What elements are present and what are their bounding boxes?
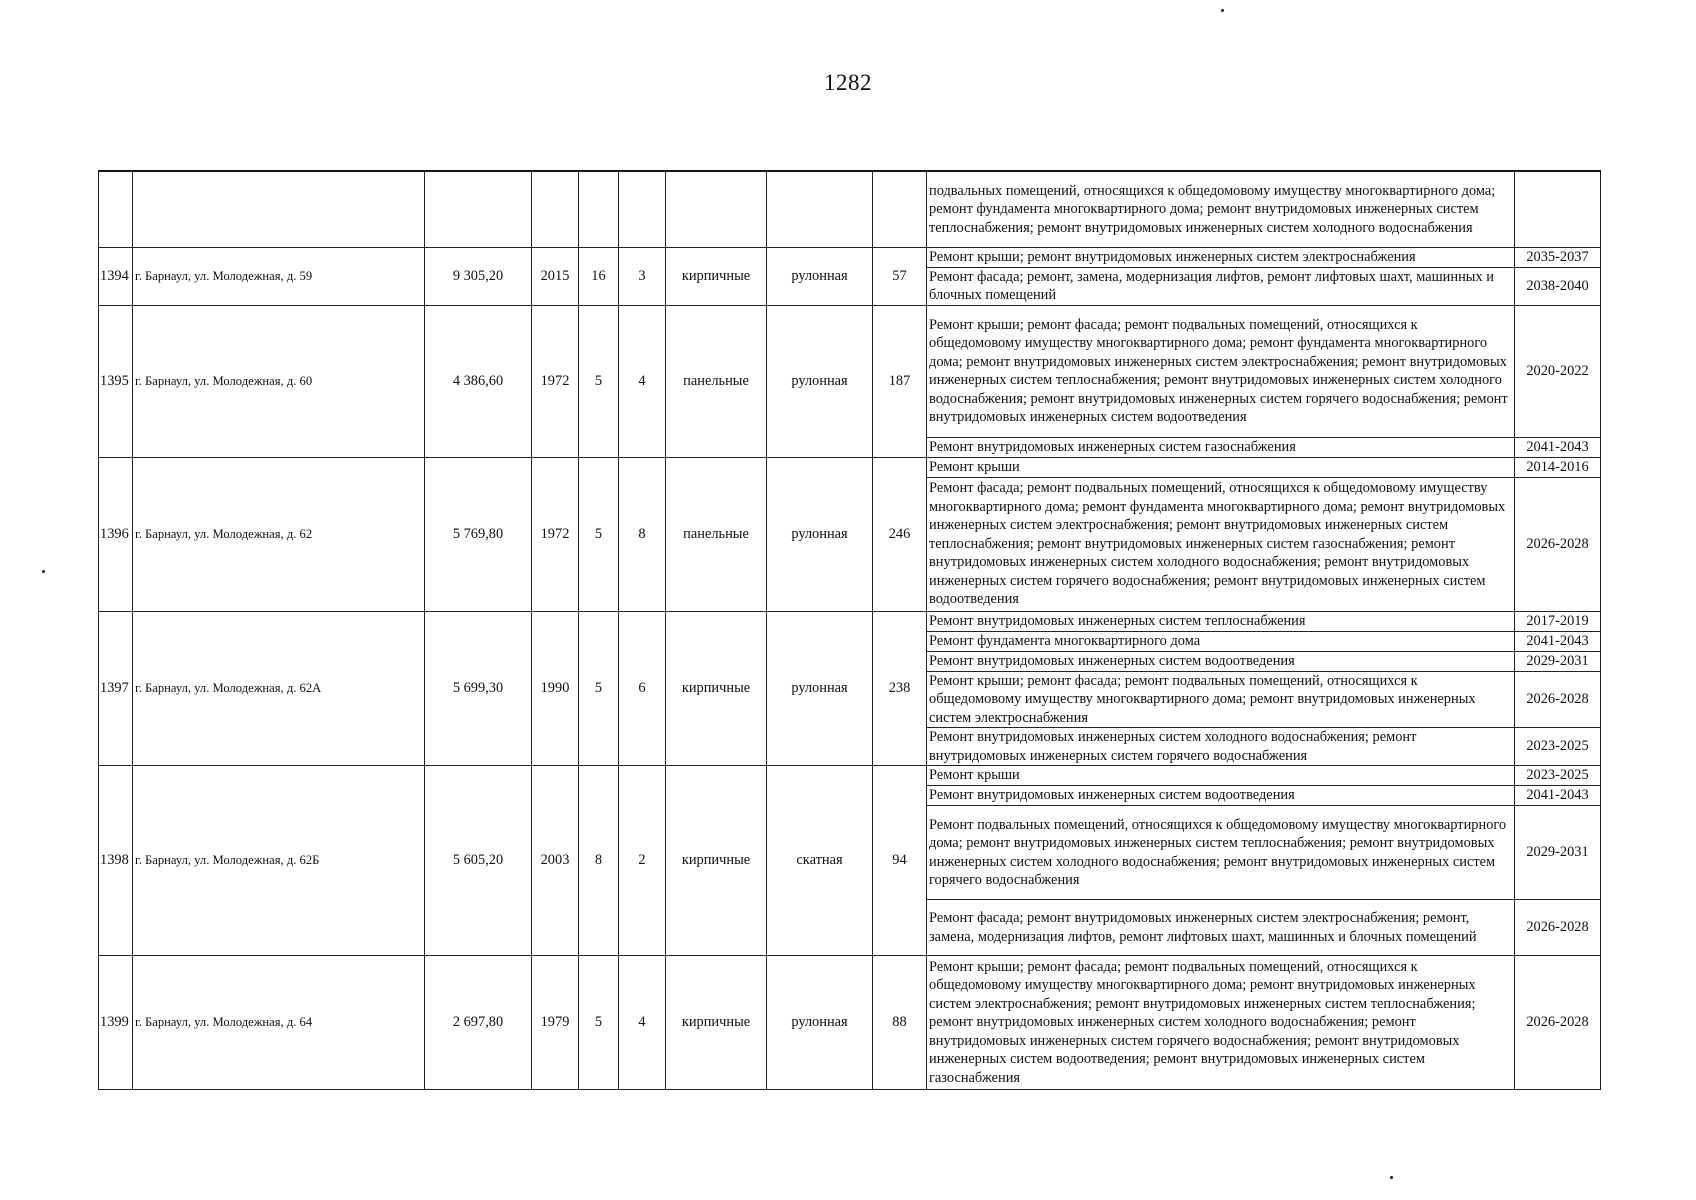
table-row	[99, 305, 1601, 437]
area-cell: 2 697,80	[425, 956, 532, 1090]
empty-cell	[532, 171, 579, 247]
period-cell: 2017-2019	[1515, 611, 1601, 631]
wall-material-cell: кирпичные	[666, 766, 767, 956]
entrances-cell: 3	[619, 247, 666, 305]
scan-speck	[1390, 1176, 1393, 1179]
year-cell: 1972	[532, 305, 579, 457]
floors-cell: 5	[579, 457, 619, 611]
work-cell: Ремонт крыши; ремонт фасада; ремонт подвальных помещений, относящихся к общедомовому имуществу многоквартирного дома; ремонт фундамента многоквартирного дома; ремонт внутридомовых инженерных систем электроснабжения; ремонт внутридомовых инженерных систем теплоснабжения; ремонт внутридомовых инженерных систем холодного водоснабжения; ремонт внутридомовых инженерных систем горячего водоснабжения; ремонт внутридомовых инженерных систем водоотведения	[927, 305, 1515, 437]
work-cell: Ремонт фасада; ремонт внутридомовых инженерных систем электроснабжения; ремонт, замена, модернизация лифтов, ремонт лифтовых шахт, машинных и блочных помещений	[927, 900, 1515, 956]
entrances-cell: 6	[619, 611, 666, 766]
wall-material-cell: кирпичные	[666, 956, 767, 1090]
scan-speck	[1221, 9, 1224, 12]
empty-cell	[666, 171, 767, 247]
period-cell: 2026-2028	[1515, 956, 1601, 1090]
area-cell: 5 699,30	[425, 611, 532, 766]
address-cell: г. Барнаул, ул. Молодежная, д. 62А	[133, 611, 425, 766]
roof-type-cell: рулонная	[767, 611, 873, 766]
address-cell: г. Барнаул, ул. Молодежная, д. 62Б	[133, 766, 425, 956]
period-cell: 2029-2031	[1515, 806, 1601, 900]
floors-cell: 5	[579, 611, 619, 766]
year-cell: 1990	[532, 611, 579, 766]
row-number-cell: 1394	[99, 247, 133, 305]
work-cell: Ремонт крыши	[927, 457, 1515, 477]
empty-cell	[873, 171, 927, 247]
page-number: 1282	[824, 70, 872, 95]
wall-material-cell: панельные	[666, 305, 767, 457]
period-cell	[1515, 171, 1601, 247]
residents-cell: 187	[873, 305, 927, 457]
area-cell: 4 386,60	[425, 305, 532, 457]
work-cell: Ремонт крыши; ремонт внутридомовых инженерных систем электроснабжения	[927, 247, 1515, 267]
wall-material-cell: кирпичные	[666, 611, 767, 766]
entrances-cell: 4	[619, 305, 666, 457]
residents-cell: 88	[873, 956, 927, 1090]
floors-cell: 16	[579, 247, 619, 305]
area-cell: 5 769,80	[425, 457, 532, 611]
year-cell: 1979	[532, 956, 579, 1090]
roof-type-cell: рулонная	[767, 247, 873, 305]
table-row	[99, 956, 1601, 1090]
address-cell: г. Барнаул, ул. Молодежная, д. 62	[133, 457, 425, 611]
roof-type-cell: скатная	[767, 766, 873, 956]
period-cell: 2026-2028	[1515, 900, 1601, 956]
work-cell: Ремонт фасада; ремонт, замена, модернизация лифтов, ремонт лифтовых шахт, машинных и блочных помещений	[927, 267, 1515, 305]
work-cell: Ремонт внутридомовых инженерных систем водоотведения	[927, 651, 1515, 671]
row-number-cell: 1397	[99, 611, 133, 766]
year-cell: 1972	[532, 457, 579, 611]
empty-cell	[425, 171, 532, 247]
roof-type-cell: рулонная	[767, 956, 873, 1090]
floors-cell: 8	[579, 766, 619, 956]
work-cell: Ремонт крыши	[927, 766, 1515, 786]
address-cell: г. Барнаул, ул. Молодежная, д. 60	[133, 305, 425, 457]
work-cell: Ремонт внутридомовых инженерных систем водоотведения	[927, 786, 1515, 806]
work-cell: подвальных помещений, относящихся к общедомовому имуществу многоквартирного дома; ремонт фундамента многоквартирного дома; ремонт внутридомовых инженерных систем теплоснабжения; ремонт внутридомовых инженерных систем холодного водоснабжения	[927, 171, 1515, 247]
register-body	[99, 171, 1601, 1090]
period-cell: 2023-2025	[1515, 766, 1601, 786]
table-row	[99, 766, 1601, 786]
empty-cell	[619, 171, 666, 247]
period-cell: 2023-2025	[1515, 728, 1601, 766]
floors-cell: 5	[579, 305, 619, 457]
row-number-cell: 1395	[99, 305, 133, 457]
area-cell: 5 605,20	[425, 766, 532, 956]
floors-cell: 5	[579, 956, 619, 1090]
period-cell: 2029-2031	[1515, 651, 1601, 671]
period-cell: 2038-2040	[1515, 267, 1601, 305]
work-cell: Ремонт внутридомовых инженерных систем газоснабжения	[927, 437, 1515, 457]
year-cell: 2003	[532, 766, 579, 956]
work-cell: Ремонт внутридомовых инженерных систем теплоснабжения	[927, 611, 1515, 631]
empty-cell	[99, 171, 133, 247]
period-cell: 2041-2043	[1515, 631, 1601, 651]
address-cell: г. Барнаул, ул. Молодежная, д. 64	[133, 956, 425, 1090]
work-cell: Ремонт фасада; ремонт подвальных помещений, относящихся к общедомовому имуществу многоквартирного дома; ремонт фундамента многоквартирного дома; ремонт внутридомовых инженерных систем электроснабжения; ремонт внутридомовых инженерных систем теплоснабжения; ремонт внутридомовых инженерных систем газоснабжения; ремонт внутридомовых инженерных систем холодного водоснабжения; ремонт внутридомовых инженерных систем горячего водоснабжения; ремонт внутридомовых инженерных систем водоотведения	[927, 477, 1515, 611]
period-cell: 2020-2022	[1515, 305, 1601, 437]
address-cell: г. Барнаул, ул. Молодежная, д. 59	[133, 247, 425, 305]
period-cell: 2014-2016	[1515, 457, 1601, 477]
year-cell: 2015	[532, 247, 579, 305]
row-number-cell: 1398	[99, 766, 133, 956]
entrances-cell: 4	[619, 956, 666, 1090]
roof-type-cell: рулонная	[767, 457, 873, 611]
table-row	[99, 457, 1601, 477]
scan-speck	[42, 570, 45, 573]
period-cell: 2041-2043	[1515, 786, 1601, 806]
table-row	[99, 247, 1601, 267]
empty-cell	[579, 171, 619, 247]
work-cell: Ремонт крыши; ремонт фасада; ремонт подвальных помещений, относящихся к общедомовому имуществу многоквартирного дома; ремонт внутридомовых инженерных систем электроснабжения; ремонт внутридомовых инженерных систем теплоснабжения; ремонт внутридомовых инженерных систем холодного водоснабжения; ремонт внутридомовых инженерных систем горячего водоснабжения; ремонт внутридомовых инженерных систем водоотведения; ремонт внутридомовых инженерных систем газоснабжения	[927, 956, 1515, 1090]
residents-cell: 238	[873, 611, 927, 766]
area-cell: 9 305,20	[425, 247, 532, 305]
work-cell: Ремонт фундамента многоквартирного дома	[927, 631, 1515, 651]
period-cell: 2041-2043	[1515, 437, 1601, 457]
wall-material-cell: кирпичные	[666, 247, 767, 305]
wall-material-cell: панельные	[666, 457, 767, 611]
roof-type-cell: рулонная	[767, 305, 873, 457]
row-number-cell: 1399	[99, 956, 133, 1090]
repair-register-table	[98, 170, 1601, 1090]
work-cell: Ремонт крыши; ремонт фасада; ремонт подвальных помещений, относящихся к общедомовому имуществу многоквартирного дома; ремонт внутридомовых инженерных систем электроснабжения	[927, 671, 1515, 728]
residents-cell: 94	[873, 766, 927, 956]
period-cell: 2026-2028	[1515, 671, 1601, 728]
entrances-cell: 8	[619, 457, 666, 611]
work-cell: Ремонт подвальных помещений, относящихся к общедомовому имуществу многоквартирного дома; ремонт внутридомовых инженерных систем теплоснабжения; ремонт внутридомовых инженерных систем холодного водоснабжения; ремонт внутридомовых инженерных систем горячего водоснабжения	[927, 806, 1515, 900]
period-cell: 2026-2028	[1515, 477, 1601, 611]
empty-cell	[767, 171, 873, 247]
period-cell: 2035-2037	[1515, 247, 1601, 267]
work-cell: Ремонт внутридомовых инженерных систем холодного водоснабжения; ремонт внутридомовых инженерных систем горячего водоснабжения	[927, 728, 1515, 766]
residents-cell: 57	[873, 247, 927, 305]
empty-cell	[133, 171, 425, 247]
residents-cell: 246	[873, 457, 927, 611]
entrances-cell: 2	[619, 766, 666, 956]
continuation-row	[99, 171, 1601, 247]
table-row	[99, 611, 1601, 631]
row-number-cell: 1396	[99, 457, 133, 611]
